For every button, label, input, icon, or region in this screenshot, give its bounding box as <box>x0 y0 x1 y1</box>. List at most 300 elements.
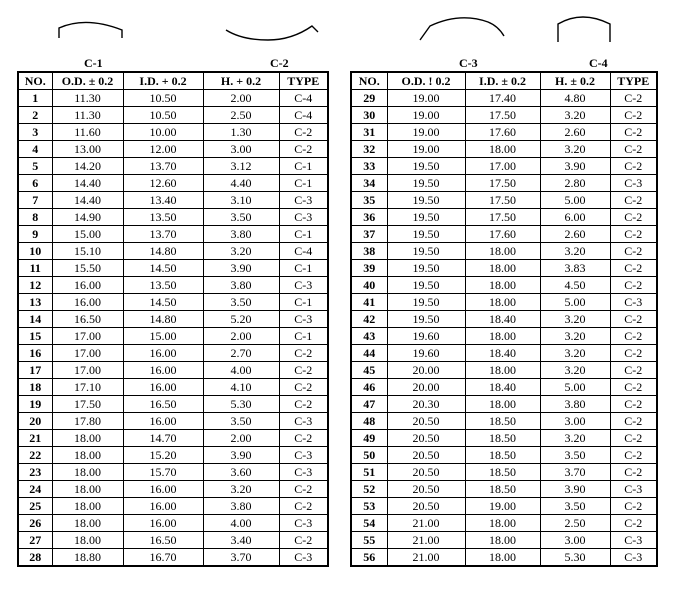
header-height: H. ± 0.2 <box>540 72 610 90</box>
cell-outer-diameter: 19.50 <box>387 209 465 226</box>
cell-inner-diameter: 17.60 <box>465 226 540 243</box>
table-row <box>351 175 657 192</box>
dimension-table-left <box>17 71 329 567</box>
cell-height: 3.00 <box>540 413 610 430</box>
cell-outer-diameter: 14.40 <box>52 192 123 209</box>
cell-type: C-3 <box>610 532 657 549</box>
table-row <box>18 260 328 277</box>
cell-type: C-3 <box>279 311 328 328</box>
cell-outer-diameter: 19.00 <box>387 90 465 107</box>
table-row <box>18 345 328 362</box>
cell-type: C-2 <box>610 124 657 141</box>
cell-outer-diameter: 18.00 <box>52 515 123 532</box>
cell-outer-diameter: 18.00 <box>52 532 123 549</box>
cell-no: 35 <box>351 192 387 209</box>
cell-inner-diameter: 10.50 <box>123 107 203 124</box>
table-row <box>351 90 657 107</box>
cell-inner-diameter: 18.00 <box>465 515 540 532</box>
cell-type: C-3 <box>610 549 657 567</box>
cell-outer-diameter: 18.00 <box>52 498 123 515</box>
cell-inner-diameter: 18.00 <box>465 243 540 260</box>
cell-no: 43 <box>351 328 387 345</box>
table-row <box>18 294 328 311</box>
cell-inner-diameter: 13.50 <box>123 277 203 294</box>
cell-no: 34 <box>351 175 387 192</box>
table-header-row <box>351 72 657 90</box>
cell-inner-diameter: 12.00 <box>123 141 203 158</box>
header-type: TYPE <box>279 72 328 90</box>
cell-no: 5 <box>18 158 52 175</box>
cell-height: 3.80 <box>203 498 279 515</box>
cell-height: 3.00 <box>540 532 610 549</box>
table-row <box>18 481 328 498</box>
table-row <box>18 464 328 481</box>
cell-no: 20 <box>18 413 52 430</box>
cell-outer-diameter: 20.50 <box>387 481 465 498</box>
cell-no: 6 <box>18 175 52 192</box>
cell-no: 38 <box>351 243 387 260</box>
table-row <box>18 90 328 107</box>
table-row <box>351 447 657 464</box>
cell-type: C-2 <box>610 396 657 413</box>
cell-no: 10 <box>18 243 52 260</box>
cell-height: 4.80 <box>540 90 610 107</box>
cell-inner-diameter: 18.40 <box>465 345 540 362</box>
cell-type: C-4 <box>279 90 328 107</box>
table-row <box>18 430 328 447</box>
cell-outer-diameter: 17.00 <box>52 345 123 362</box>
cell-type: C-2 <box>610 464 657 481</box>
cell-inner-diameter: 17.50 <box>465 192 540 209</box>
cell-no: 56 <box>351 549 387 567</box>
cell-type: C-3 <box>610 294 657 311</box>
cell-outer-diameter: 19.50 <box>387 158 465 175</box>
cell-height: 3.80 <box>540 396 610 413</box>
cell-height: 3.50 <box>203 413 279 430</box>
header-outer-diameter: O.D. ! 0.2 <box>387 72 465 90</box>
header-inner-diameter: I.D. ± 0.2 <box>465 72 540 90</box>
cell-outer-diameter: 19.00 <box>387 141 465 158</box>
cell-no: 31 <box>351 124 387 141</box>
header-no: NO. <box>351 72 387 90</box>
cell-height: 3.90 <box>203 447 279 464</box>
cell-inner-diameter: 18.40 <box>465 311 540 328</box>
cell-height: 3.20 <box>540 141 610 158</box>
cell-type: C-2 <box>610 90 657 107</box>
cell-no: 12 <box>18 277 52 294</box>
cell-type: C-2 <box>610 362 657 379</box>
cell-type: C-3 <box>610 175 657 192</box>
cell-height: 3.20 <box>540 345 610 362</box>
c4-profile-icon <box>552 14 616 44</box>
cell-no: 49 <box>351 430 387 447</box>
cell-no: 26 <box>18 515 52 532</box>
table-row <box>18 498 328 515</box>
table-row <box>18 413 328 430</box>
cell-no: 30 <box>351 107 387 124</box>
table-row <box>18 243 328 260</box>
cell-outer-diameter: 19.50 <box>387 192 465 209</box>
cell-outer-diameter: 21.00 <box>387 515 465 532</box>
cell-no: 13 <box>18 294 52 311</box>
cell-no: 4 <box>18 141 52 158</box>
cell-height: 3.70 <box>203 549 279 567</box>
cell-outer-diameter: 13.00 <box>52 141 123 158</box>
cell-type: C-4 <box>279 107 328 124</box>
cell-no: 11 <box>18 260 52 277</box>
cell-outer-diameter: 11.30 <box>52 107 123 124</box>
cell-height: 5.00 <box>540 379 610 396</box>
cell-inner-diameter: 18.50 <box>465 464 540 481</box>
cell-no: 48 <box>351 413 387 430</box>
cell-no: 15 <box>18 328 52 345</box>
cell-height: 4.40 <box>203 175 279 192</box>
cell-no: 2 <box>18 107 52 124</box>
cell-no: 37 <box>351 226 387 243</box>
cell-no: 3 <box>18 124 52 141</box>
cell-type: C-2 <box>279 532 328 549</box>
cell-no: 47 <box>351 396 387 413</box>
cell-type: C-3 <box>279 277 328 294</box>
table-row <box>351 430 657 447</box>
cell-height: 2.60 <box>540 226 610 243</box>
cell-type: C-2 <box>279 345 328 362</box>
cell-outer-diameter: 19.60 <box>387 328 465 345</box>
table-row <box>18 175 328 192</box>
cell-height: 3.90 <box>540 158 610 175</box>
cell-type: C-2 <box>610 141 657 158</box>
cell-type: C-2 <box>610 413 657 430</box>
cell-inner-diameter: 16.50 <box>123 532 203 549</box>
table-row <box>18 124 328 141</box>
cell-height: 3.20 <box>540 328 610 345</box>
cell-outer-diameter: 16.00 <box>52 277 123 294</box>
cell-no: 17 <box>18 362 52 379</box>
cell-outer-diameter: 20.00 <box>387 379 465 396</box>
c2-profile-icon <box>222 18 322 44</box>
cell-no: 52 <box>351 481 387 498</box>
table-row <box>351 345 657 362</box>
cell-height: 2.50 <box>540 515 610 532</box>
cell-height: 2.60 <box>540 124 610 141</box>
cell-inner-diameter: 18.00 <box>465 328 540 345</box>
cell-height: 3.50 <box>203 209 279 226</box>
cell-height: 2.70 <box>203 345 279 362</box>
cell-type: C-2 <box>610 311 657 328</box>
cell-type: C-2 <box>279 362 328 379</box>
cell-outer-diameter: 18.00 <box>52 430 123 447</box>
cell-no: 39 <box>351 260 387 277</box>
table-row <box>18 396 328 413</box>
cell-height: 5.30 <box>540 549 610 567</box>
table-row <box>351 515 657 532</box>
cell-inner-diameter: 18.00 <box>465 260 540 277</box>
cell-inner-diameter: 17.60 <box>465 124 540 141</box>
cell-type: C-3 <box>279 549 328 567</box>
cell-inner-diameter: 18.00 <box>465 396 540 413</box>
cell-no: 36 <box>351 209 387 226</box>
cell-inner-diameter: 10.50 <box>123 90 203 107</box>
cell-outer-diameter: 16.50 <box>52 311 123 328</box>
cell-height: 3.50 <box>540 498 610 515</box>
c3-profile-icon <box>412 14 508 44</box>
cell-inner-diameter: 18.50 <box>465 447 540 464</box>
table-row <box>351 107 657 124</box>
cell-no: 16 <box>18 345 52 362</box>
cell-height: 2.00 <box>203 430 279 447</box>
cell-no: 55 <box>351 532 387 549</box>
cell-height: 3.70 <box>540 464 610 481</box>
cell-type: C-2 <box>610 328 657 345</box>
cell-height: 3.00 <box>203 141 279 158</box>
cell-inner-diameter: 17.50 <box>465 175 540 192</box>
cell-type: C-2 <box>610 226 657 243</box>
cell-outer-diameter: 20.30 <box>387 396 465 413</box>
cell-height: 1.30 <box>203 124 279 141</box>
cell-outer-diameter: 14.40 <box>52 175 123 192</box>
cell-outer-diameter: 14.20 <box>52 158 123 175</box>
cell-inner-diameter: 17.00 <box>465 158 540 175</box>
cell-outer-diameter: 17.00 <box>52 362 123 379</box>
cell-height: 4.00 <box>203 515 279 532</box>
cell-outer-diameter: 17.50 <box>52 396 123 413</box>
table-row <box>18 362 328 379</box>
cell-type: C-2 <box>610 260 657 277</box>
header-outer-diameter: O.D. ± 0.2 <box>52 72 123 90</box>
table-row <box>18 532 328 549</box>
table-row <box>351 141 657 158</box>
cell-height: 5.30 <box>203 396 279 413</box>
header-height: H. + 0.2 <box>203 72 279 90</box>
table-row <box>18 226 328 243</box>
cell-type: C-2 <box>279 379 328 396</box>
cell-outer-diameter: 21.00 <box>387 549 465 567</box>
cell-no: 7 <box>18 192 52 209</box>
cell-type: C-2 <box>610 158 657 175</box>
cell-no: 18 <box>18 379 52 396</box>
cell-type: C-2 <box>610 277 657 294</box>
cell-outer-diameter: 15.50 <box>52 260 123 277</box>
cell-no: 32 <box>351 141 387 158</box>
cell-outer-diameter: 19.50 <box>387 294 465 311</box>
cell-type: C-2 <box>610 243 657 260</box>
cell-height: 3.80 <box>203 226 279 243</box>
table-row <box>351 328 657 345</box>
cell-outer-diameter: 14.90 <box>52 209 123 226</box>
cell-inner-diameter: 18.50 <box>465 481 540 498</box>
cell-height: 3.20 <box>540 107 610 124</box>
cell-type: C-3 <box>279 209 328 226</box>
cell-height: 3.80 <box>203 277 279 294</box>
table-row <box>18 158 328 175</box>
cell-outer-diameter: 17.80 <box>52 413 123 430</box>
cell-inner-diameter: 16.00 <box>123 481 203 498</box>
cell-height: 3.83 <box>540 260 610 277</box>
cell-inner-diameter: 17.50 <box>465 209 540 226</box>
cell-height: 3.20 <box>540 430 610 447</box>
cell-no: 23 <box>18 464 52 481</box>
cell-type: C-2 <box>279 498 328 515</box>
header-type: TYPE <box>610 72 657 90</box>
cell-height: 5.20 <box>203 311 279 328</box>
type-label-c2: C-2 <box>270 56 289 70</box>
cell-inner-diameter: 18.40 <box>465 379 540 396</box>
cell-no: 8 <box>18 209 52 226</box>
cell-height: 2.00 <box>203 328 279 345</box>
cell-inner-diameter: 18.00 <box>465 362 540 379</box>
cell-inner-diameter: 13.70 <box>123 158 203 175</box>
table-row <box>351 277 657 294</box>
cell-no: 9 <box>18 226 52 243</box>
table-row <box>18 515 328 532</box>
table-row <box>351 413 657 430</box>
cell-height: 3.50 <box>203 294 279 311</box>
dimension-table-right <box>350 71 658 567</box>
cell-height: 3.20 <box>540 243 610 260</box>
cell-type: C-2 <box>279 396 328 413</box>
cell-no: 21 <box>18 430 52 447</box>
cell-height: 5.00 <box>540 294 610 311</box>
cell-inner-diameter: 18.50 <box>465 413 540 430</box>
cell-inner-diameter: 10.00 <box>123 124 203 141</box>
cell-outer-diameter: 18.00 <box>52 447 123 464</box>
cell-outer-diameter: 19.50 <box>387 260 465 277</box>
cell-inner-diameter: 14.80 <box>123 311 203 328</box>
cell-outer-diameter: 20.50 <box>387 413 465 430</box>
table-row <box>351 158 657 175</box>
table-row <box>18 311 328 328</box>
cell-inner-diameter: 15.00 <box>123 328 203 345</box>
cell-height: 4.00 <box>203 362 279 379</box>
cell-inner-diameter: 19.00 <box>465 498 540 515</box>
cell-height: 3.20 <box>203 481 279 498</box>
cell-inner-diameter: 16.00 <box>123 498 203 515</box>
cell-type: C-1 <box>279 294 328 311</box>
cell-type: C-3 <box>279 413 328 430</box>
table-row <box>18 192 328 209</box>
cell-type: C-2 <box>279 124 328 141</box>
cell-outer-diameter: 17.00 <box>52 328 123 345</box>
table-row <box>351 396 657 413</box>
cell-no: 24 <box>18 481 52 498</box>
cell-inner-diameter: 14.50 <box>123 260 203 277</box>
cell-outer-diameter: 19.50 <box>387 175 465 192</box>
cell-inner-diameter: 15.70 <box>123 464 203 481</box>
table-row <box>18 277 328 294</box>
cell-inner-diameter: 18.00 <box>465 294 540 311</box>
cell-no: 33 <box>351 158 387 175</box>
cell-type: C-3 <box>610 481 657 498</box>
cell-outer-diameter: 19.60 <box>387 345 465 362</box>
cell-height: 3.20 <box>540 362 610 379</box>
cell-no: 29 <box>351 90 387 107</box>
cell-no: 22 <box>18 447 52 464</box>
table-row <box>351 192 657 209</box>
table-row <box>18 107 328 124</box>
cell-inner-diameter: 16.00 <box>123 362 203 379</box>
cell-inner-diameter: 16.00 <box>123 379 203 396</box>
cell-type: C-1 <box>279 175 328 192</box>
cell-outer-diameter: 17.10 <box>52 379 123 396</box>
cell-inner-diameter: 17.40 <box>465 90 540 107</box>
table-row <box>18 141 328 158</box>
cell-outer-diameter: 16.00 <box>52 294 123 311</box>
table-row <box>351 379 657 396</box>
cell-type: C-3 <box>279 464 328 481</box>
cell-type: C-3 <box>279 515 328 532</box>
cell-inner-diameter: 16.00 <box>123 515 203 532</box>
cell-inner-diameter: 14.50 <box>123 294 203 311</box>
cell-height: 3.40 <box>203 532 279 549</box>
cell-type: C-2 <box>279 481 328 498</box>
cell-outer-diameter: 20.50 <box>387 464 465 481</box>
cell-height: 4.10 <box>203 379 279 396</box>
cell-height: 4.50 <box>540 277 610 294</box>
table-row <box>351 124 657 141</box>
cell-inner-diameter: 13.40 <box>123 192 203 209</box>
table-row <box>351 226 657 243</box>
cell-outer-diameter: 19.50 <box>387 243 465 260</box>
cell-inner-diameter: 13.70 <box>123 226 203 243</box>
cell-outer-diameter: 15.10 <box>52 243 123 260</box>
cell-no: 25 <box>18 498 52 515</box>
cell-no: 40 <box>351 277 387 294</box>
type-label-c3: C-3 <box>459 56 478 70</box>
cell-height: 3.10 <box>203 192 279 209</box>
table-row <box>351 532 657 549</box>
cell-outer-diameter: 20.50 <box>387 447 465 464</box>
cell-no: 44 <box>351 345 387 362</box>
cell-inner-diameter: 18.00 <box>465 141 540 158</box>
table-row <box>351 311 657 328</box>
table-row <box>18 209 328 226</box>
cell-outer-diameter: 19.50 <box>387 311 465 328</box>
cell-type: C-2 <box>610 209 657 226</box>
cell-height: 3.12 <box>203 158 279 175</box>
cell-outer-diameter: 11.60 <box>52 124 123 141</box>
cell-type: C-2 <box>610 447 657 464</box>
cell-outer-diameter: 18.00 <box>52 481 123 498</box>
cell-no: 19 <box>18 396 52 413</box>
header-no: NO. <box>18 72 52 90</box>
cell-no: 46 <box>351 379 387 396</box>
cell-type: C-4 <box>279 243 328 260</box>
cell-inner-diameter: 18.00 <box>465 277 540 294</box>
table-header-row <box>18 72 328 90</box>
table-row <box>18 549 328 567</box>
table-row <box>351 260 657 277</box>
cell-inner-diameter: 16.00 <box>123 345 203 362</box>
cell-outer-diameter: 19.50 <box>387 226 465 243</box>
cell-no: 51 <box>351 464 387 481</box>
cell-type: C-3 <box>279 447 328 464</box>
header-inner-diameter: I.D. + 0.2 <box>123 72 203 90</box>
cell-inner-diameter: 18.00 <box>465 549 540 567</box>
cell-outer-diameter: 21.00 <box>387 532 465 549</box>
cell-no: 53 <box>351 498 387 515</box>
table-row <box>351 294 657 311</box>
cell-outer-diameter: 18.80 <box>52 549 123 567</box>
c1-profile-icon <box>56 18 128 42</box>
cell-inner-diameter: 18.50 <box>465 430 540 447</box>
cell-height: 5.00 <box>540 192 610 209</box>
cell-type: C-2 <box>610 107 657 124</box>
cell-outer-diameter: 18.00 <box>52 464 123 481</box>
cell-outer-diameter: 20.50 <box>387 498 465 515</box>
cell-outer-diameter: 19.00 <box>387 124 465 141</box>
cell-type: C-2 <box>279 141 328 158</box>
cell-outer-diameter: 19.00 <box>387 107 465 124</box>
